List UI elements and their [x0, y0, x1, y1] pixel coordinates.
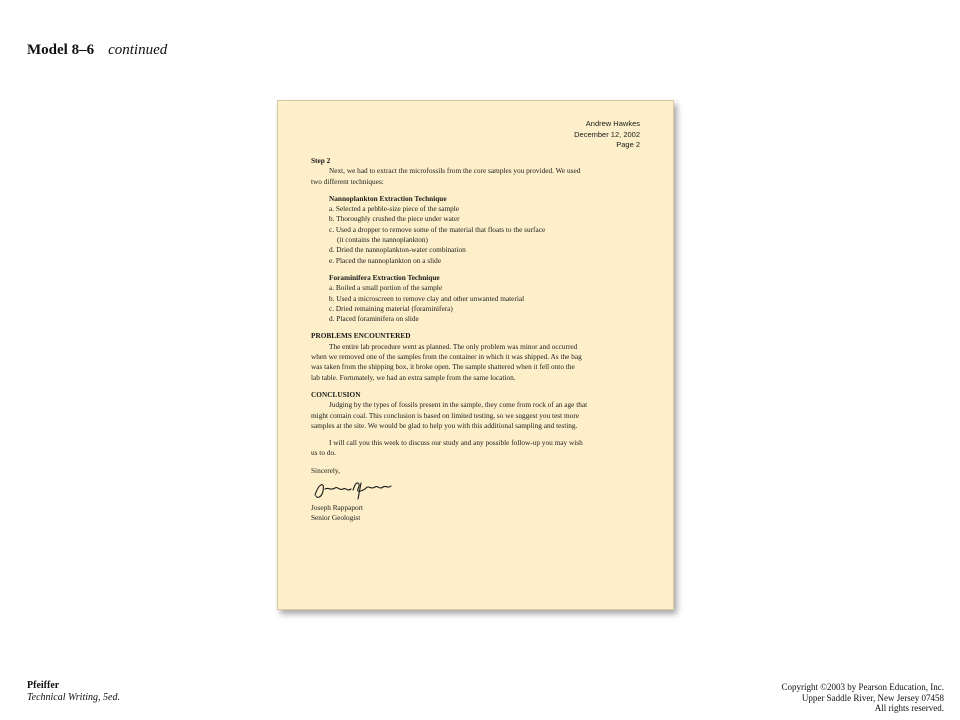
- rights-line: All rights reserved.: [874, 703, 944, 713]
- paragraph-line: was taken from the shipping box, it broke open. The sample shattered when it fell onto the: [311, 362, 575, 372]
- foram-list: [311, 283, 646, 324]
- signer-name: Joseph Rappaport: [311, 503, 364, 513]
- paragraph-line: us to do.: [311, 448, 336, 458]
- list-item: d. Placed foraminifera on slide: [329, 314, 419, 324]
- list-item: b. Used a microscreen to remove clay and other unwanted material: [329, 293, 525, 303]
- problems-heading: PROBLEMS ENCOUNTERED: [311, 331, 411, 341]
- list-item: a. Boiled a small portion of the sample: [329, 283, 443, 293]
- header-name: Andrew Hawkes: [585, 119, 640, 128]
- salutation: Sincerely,: [311, 465, 340, 475]
- publisher: Pfeiffer: [27, 680, 60, 691]
- conclusion-paragraph: [311, 400, 646, 431]
- list-item: c. Dried remaining material (foraminifera): [329, 303, 453, 313]
- paragraph-line: might contain coal. This conclusion is based on limited testing, so we suggest you test more: [311, 410, 579, 420]
- step2-intro-line: two different techniques:: [311, 176, 384, 186]
- letter-body: [311, 156, 646, 524]
- letter-page: [277, 100, 674, 610]
- step2-intro: [311, 166, 646, 187]
- header-date: December 12, 2002: [574, 129, 640, 139]
- signer-title: Senior Geologist: [311, 513, 361, 523]
- header-page: Page 2: [616, 140, 640, 149]
- list-item: (it contains the nannoplankton): [337, 235, 428, 245]
- list-item: d. Dried the nannoplankton-water combination: [329, 245, 466, 255]
- continued-label: continued: [108, 42, 168, 58]
- problems-paragraph: [311, 342, 646, 383]
- paragraph-line: when we removed one of the samples from the container in which it was shipped. As the bag: [311, 352, 582, 362]
- conclusion-heading: CONCLUSION: [311, 389, 361, 399]
- nanno-heading: Nannoplankton Extraction Technique: [329, 193, 447, 203]
- list-item: c. Used a dropper to remove some of the material that floats to the surface: [329, 224, 546, 234]
- paragraph-line: I will call you this week to discuss our study and any possible follow-up you may wish: [329, 438, 583, 448]
- paragraph-line: The entire lab procedure went as planned. The only problem was minor and occurred: [329, 341, 578, 351]
- copyright-line: Copyright ©2003 by Pearson Education, Inc.: [781, 682, 944, 692]
- list-item: a. Selected a pebble-size piece of the sample: [329, 204, 460, 214]
- letter-header: [574, 119, 640, 151]
- address-line: Upper Saddle River, New Jersey 07458: [801, 692, 944, 703]
- step2-intro-line: Next, we had to extract the microfossils from the core samples you provided. We used: [329, 166, 581, 176]
- list-item: e. Placed the nannoplankton on a slide: [329, 255, 442, 265]
- step2-heading: Step 2: [311, 156, 331, 165]
- list-item: b. Thoroughly crushed the piece under water: [329, 214, 460, 224]
- followup-paragraph: [311, 438, 646, 459]
- footer-copyright: [781, 682, 944, 714]
- signature-image: [311, 477, 401, 503]
- paragraph-line: lab table. Fortunately, we had an extra sample from the same location.: [311, 372, 516, 382]
- paragraph-line: Judging by the types of fossils present in the sample, they come from rock of an age that: [329, 400, 588, 410]
- foram-heading: Foraminifera Extraction Technique: [329, 272, 440, 282]
- slide-title: [27, 42, 167, 59]
- model-number: Model 8–6: [27, 42, 95, 58]
- book-title: Technical Writing, 5ed.: [27, 691, 120, 703]
- paragraph-line: samples at the site. We would be glad to help you with this additional sampling and testing.: [311, 420, 578, 430]
- footer-book-info: [27, 680, 120, 703]
- nanno-list: [311, 204, 646, 266]
